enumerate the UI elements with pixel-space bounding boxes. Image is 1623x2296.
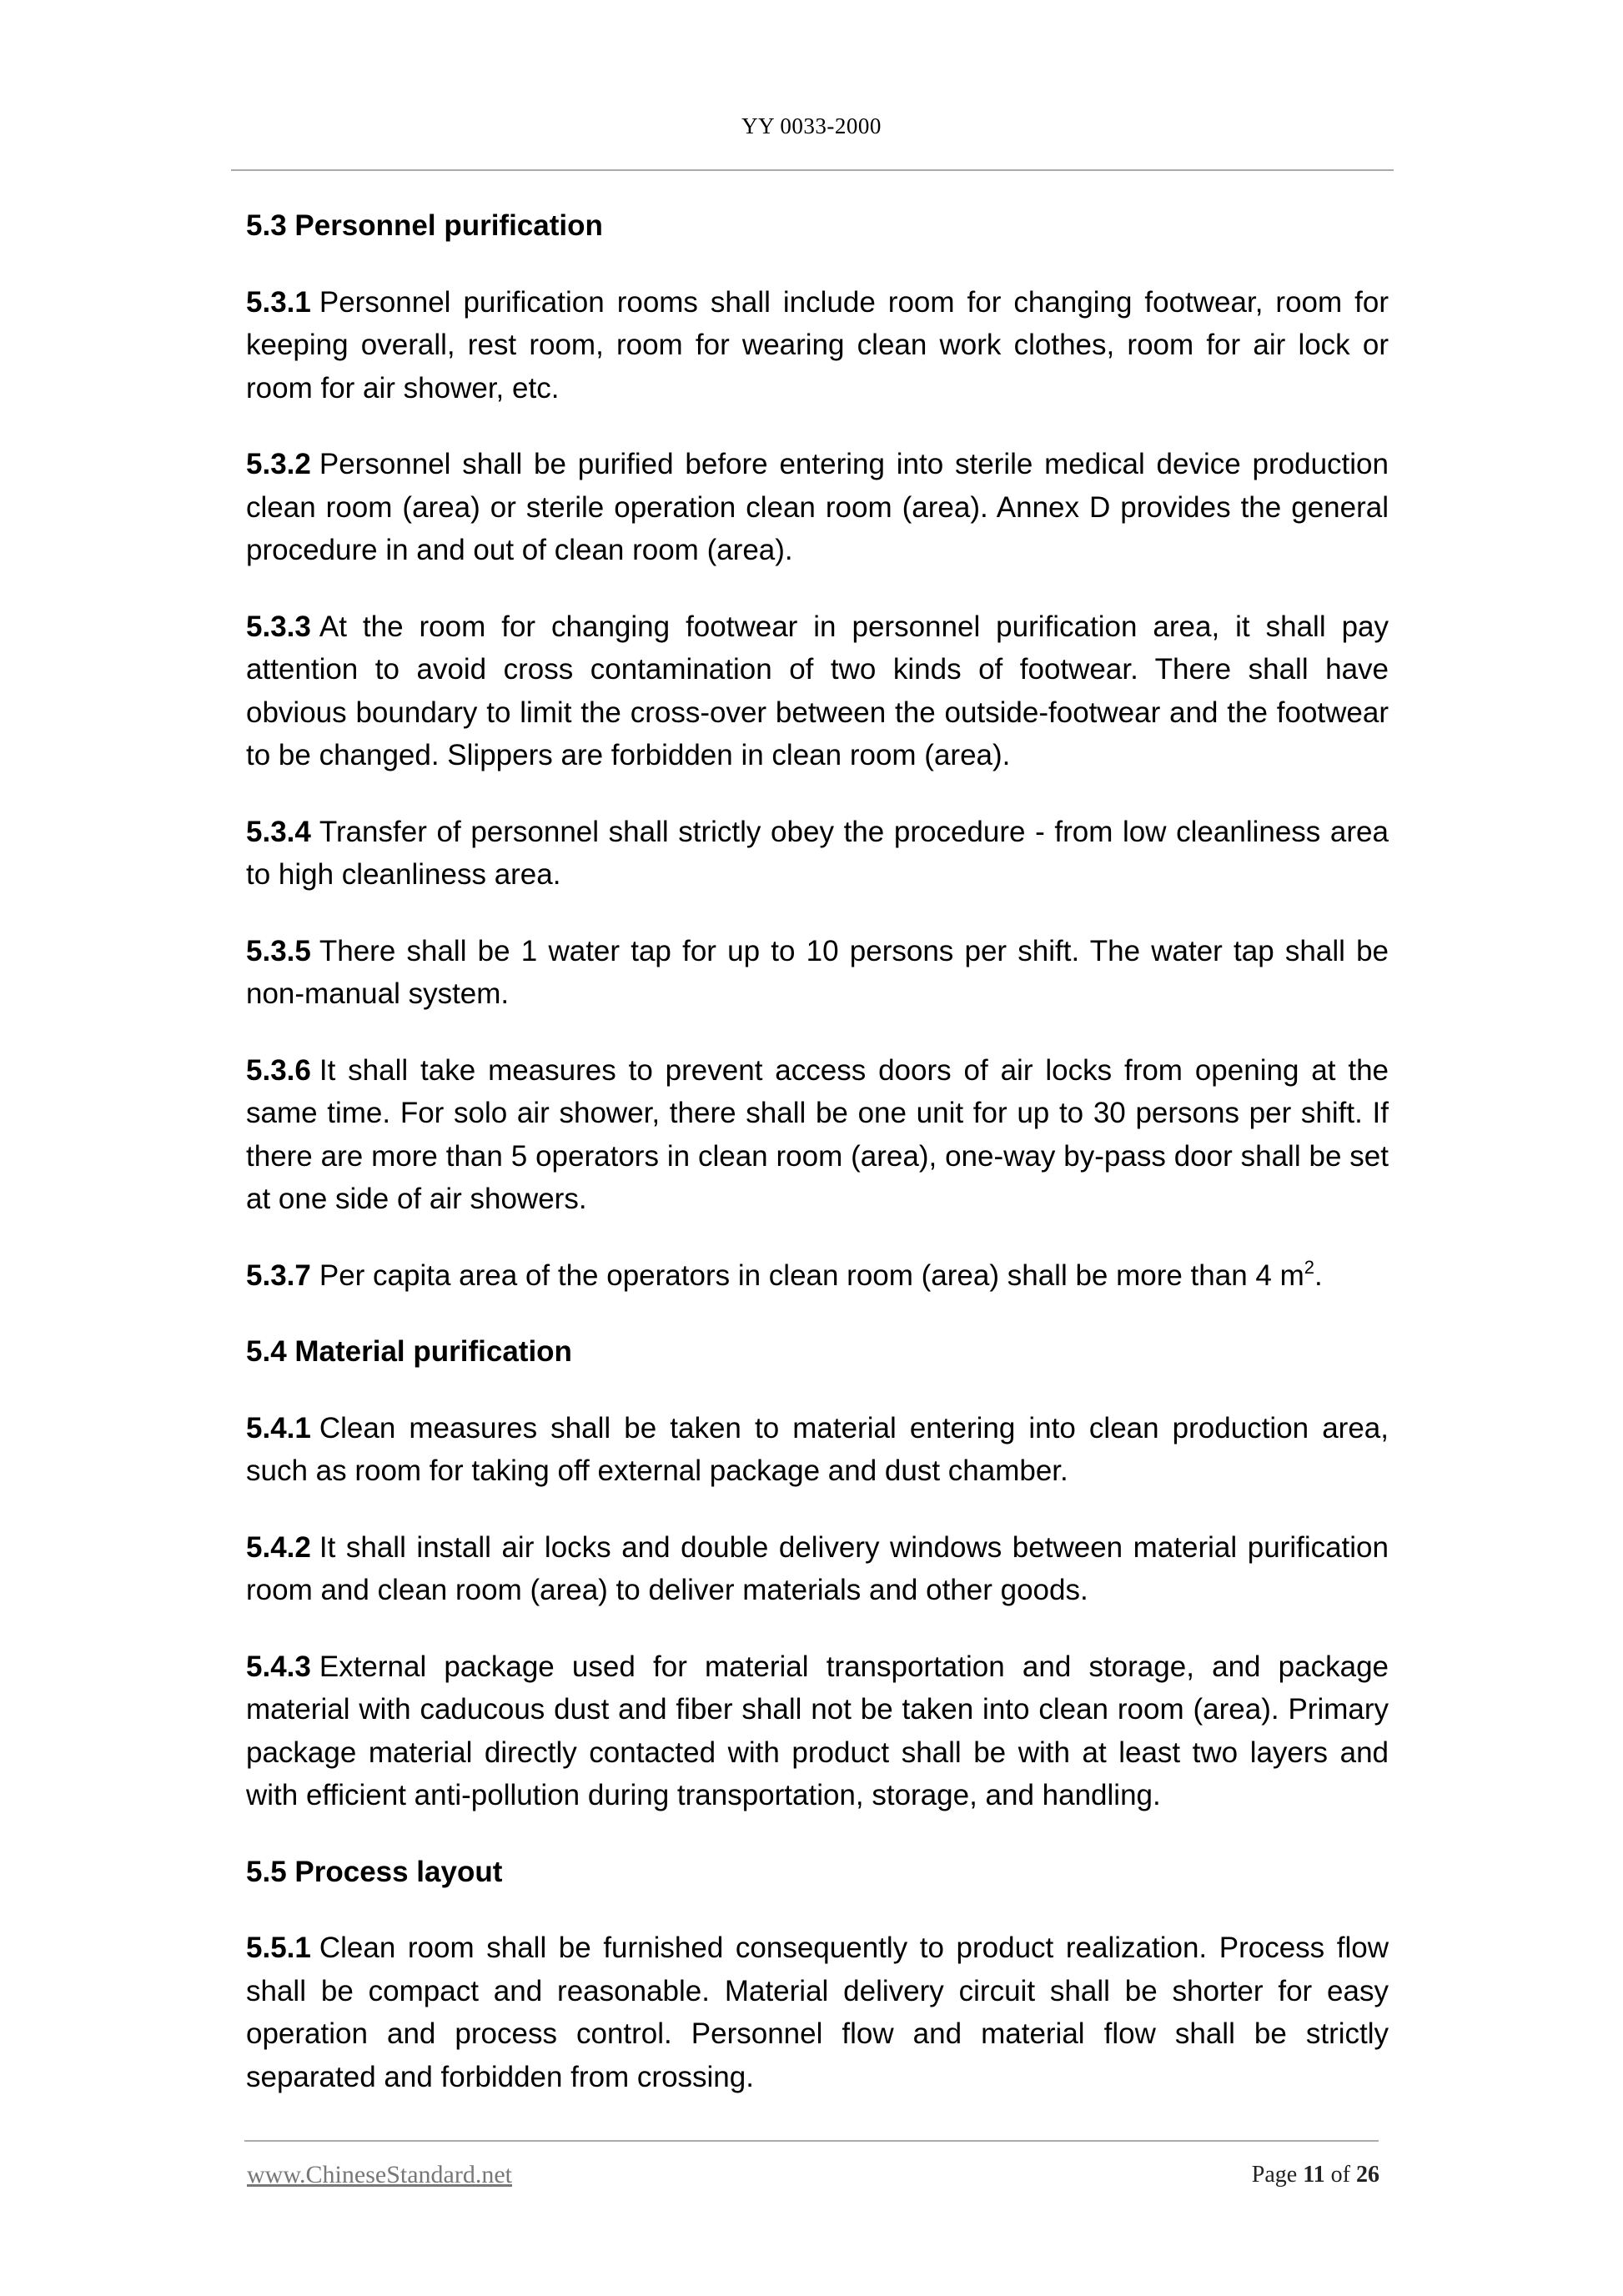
clause-text: Clean room shall be furnished consequently to product realization. Process flow shall be compact and reasonable. Material delivery circuit shall be shorter for easy operation and process control. Personnel flow and material flow shall be strictly separated and forbidden from crossing. [246, 1932, 1389, 2093]
clause-text: Personnel purification rooms shall include room for changing footwear, room for keeping overall, rest room, room for wearing clean work clothes, room for air lock or room for air shower, etc. [246, 285, 1389, 404]
clause-paragraph [246, 281, 1389, 410]
clause-number: 5.3.7 [246, 1259, 311, 1292]
clause-paragraph [246, 605, 1389, 777]
page-footer [247, 2158, 1379, 2192]
superscript: 2 [1304, 1256, 1315, 1278]
clause-number: 5.4.2 [246, 1530, 311, 1564]
clause-text: It shall take measures to prevent access doors of air locks from opening at the same time. For solo air shower, there shall be one unit for up to 30 persons per shift. If there are more than 5 operators in clean room (area), one-way by-pass door shall be set at one side of air showers. [246, 1053, 1389, 1215]
clause-number: 5.4.3 [246, 1650, 311, 1683]
clause-paragraph [246, 930, 1389, 1016]
page-prefix: Page [1251, 2162, 1298, 2188]
clause-number: 5.3.6 [246, 1053, 311, 1087]
page-current: 11 [1303, 2162, 1325, 2188]
clause-text: Per capita area of the operators in clean room (area) shall be more than 4 m [319, 1259, 1304, 1292]
clause-text-tail: . [1314, 1259, 1323, 1292]
section-heading: 5.3 Personnel purification [246, 209, 603, 242]
clause-paragraph [246, 1927, 1389, 2098]
clause-paragraph [246, 443, 1389, 572]
clause-number: 5.3.2 [246, 448, 311, 480]
clause-text: It shall install air locks and double delivery windows between material purification room and clean room (area) to deliver materials and other goods. [246, 1530, 1389, 1606]
clause-number: 5.3.4 [246, 815, 311, 848]
document-code-header: YY 0033-2000 [741, 113, 882, 138]
clause-paragraph [246, 1526, 1389, 1612]
document-body [246, 204, 1389, 2098]
header-divider [231, 169, 1394, 171]
clause-text: External package used for material transportation and storage, and package material with caducous dust and fiber shall not be taken into clean room (area). Primary package material directly contacted with product shall be with at least two layers and with efficient anti-pollution during transportation, storage, and handling. [246, 1650, 1389, 1811]
clause-paragraph [246, 1254, 1389, 1298]
clause-number: 5.5.1 [246, 1932, 311, 1964]
clause-number: 5.4.1 [246, 1411, 311, 1444]
clause-paragraph [246, 811, 1389, 897]
page-total: 26 [1356, 2162, 1379, 2188]
section-heading: 5.5 Process layout [246, 1855, 503, 1888]
clause-text: At the room for changing footwear in personnel purification area, it shall pay attention to avoid cross contamination of two kinds of footwear. There shall have obvious boundary to limit the cross-over between the outside-footwear and the footwear to be changed. Slippers are forbidden in clean room (area). [246, 610, 1389, 771]
footer-divider [244, 2140, 1379, 2142]
clause-text: Personnel shall be purified before entering into sterile medical device production clean room (area) or sterile operation clean room (area). Annex D provides the general procedure in and out of clean room (area). [246, 448, 1389, 566]
page-number [1252, 2158, 1379, 2192]
clause-text: There shall be 1 water tap for up to 10 persons per shift. The water tap shall be non-manual system. [246, 934, 1389, 1010]
clause-text: Transfer of personnel shall strictly obey the procedure - from low cleanliness area to high cleanliness area. [246, 815, 1389, 891]
clause-paragraph [246, 1645, 1389, 1817]
section-heading: 5.4 Material purification [246, 1335, 572, 1368]
clause-text: Clean measures shall be taken to material entering into clean production area, such as room for taking off external package and dust chamber. [246, 1411, 1389, 1487]
page-of: of [1330, 2162, 1350, 2188]
clause-number: 5.3.5 [246, 934, 311, 967]
clause-number: 5.3.1 [246, 285, 311, 319]
clause-paragraph [246, 1049, 1389, 1221]
website-link[interactable]: www.ChineseStandard.net [247, 2161, 512, 2188]
clause-number: 5.3.3 [246, 610, 311, 643]
clause-paragraph [246, 1407, 1389, 1493]
